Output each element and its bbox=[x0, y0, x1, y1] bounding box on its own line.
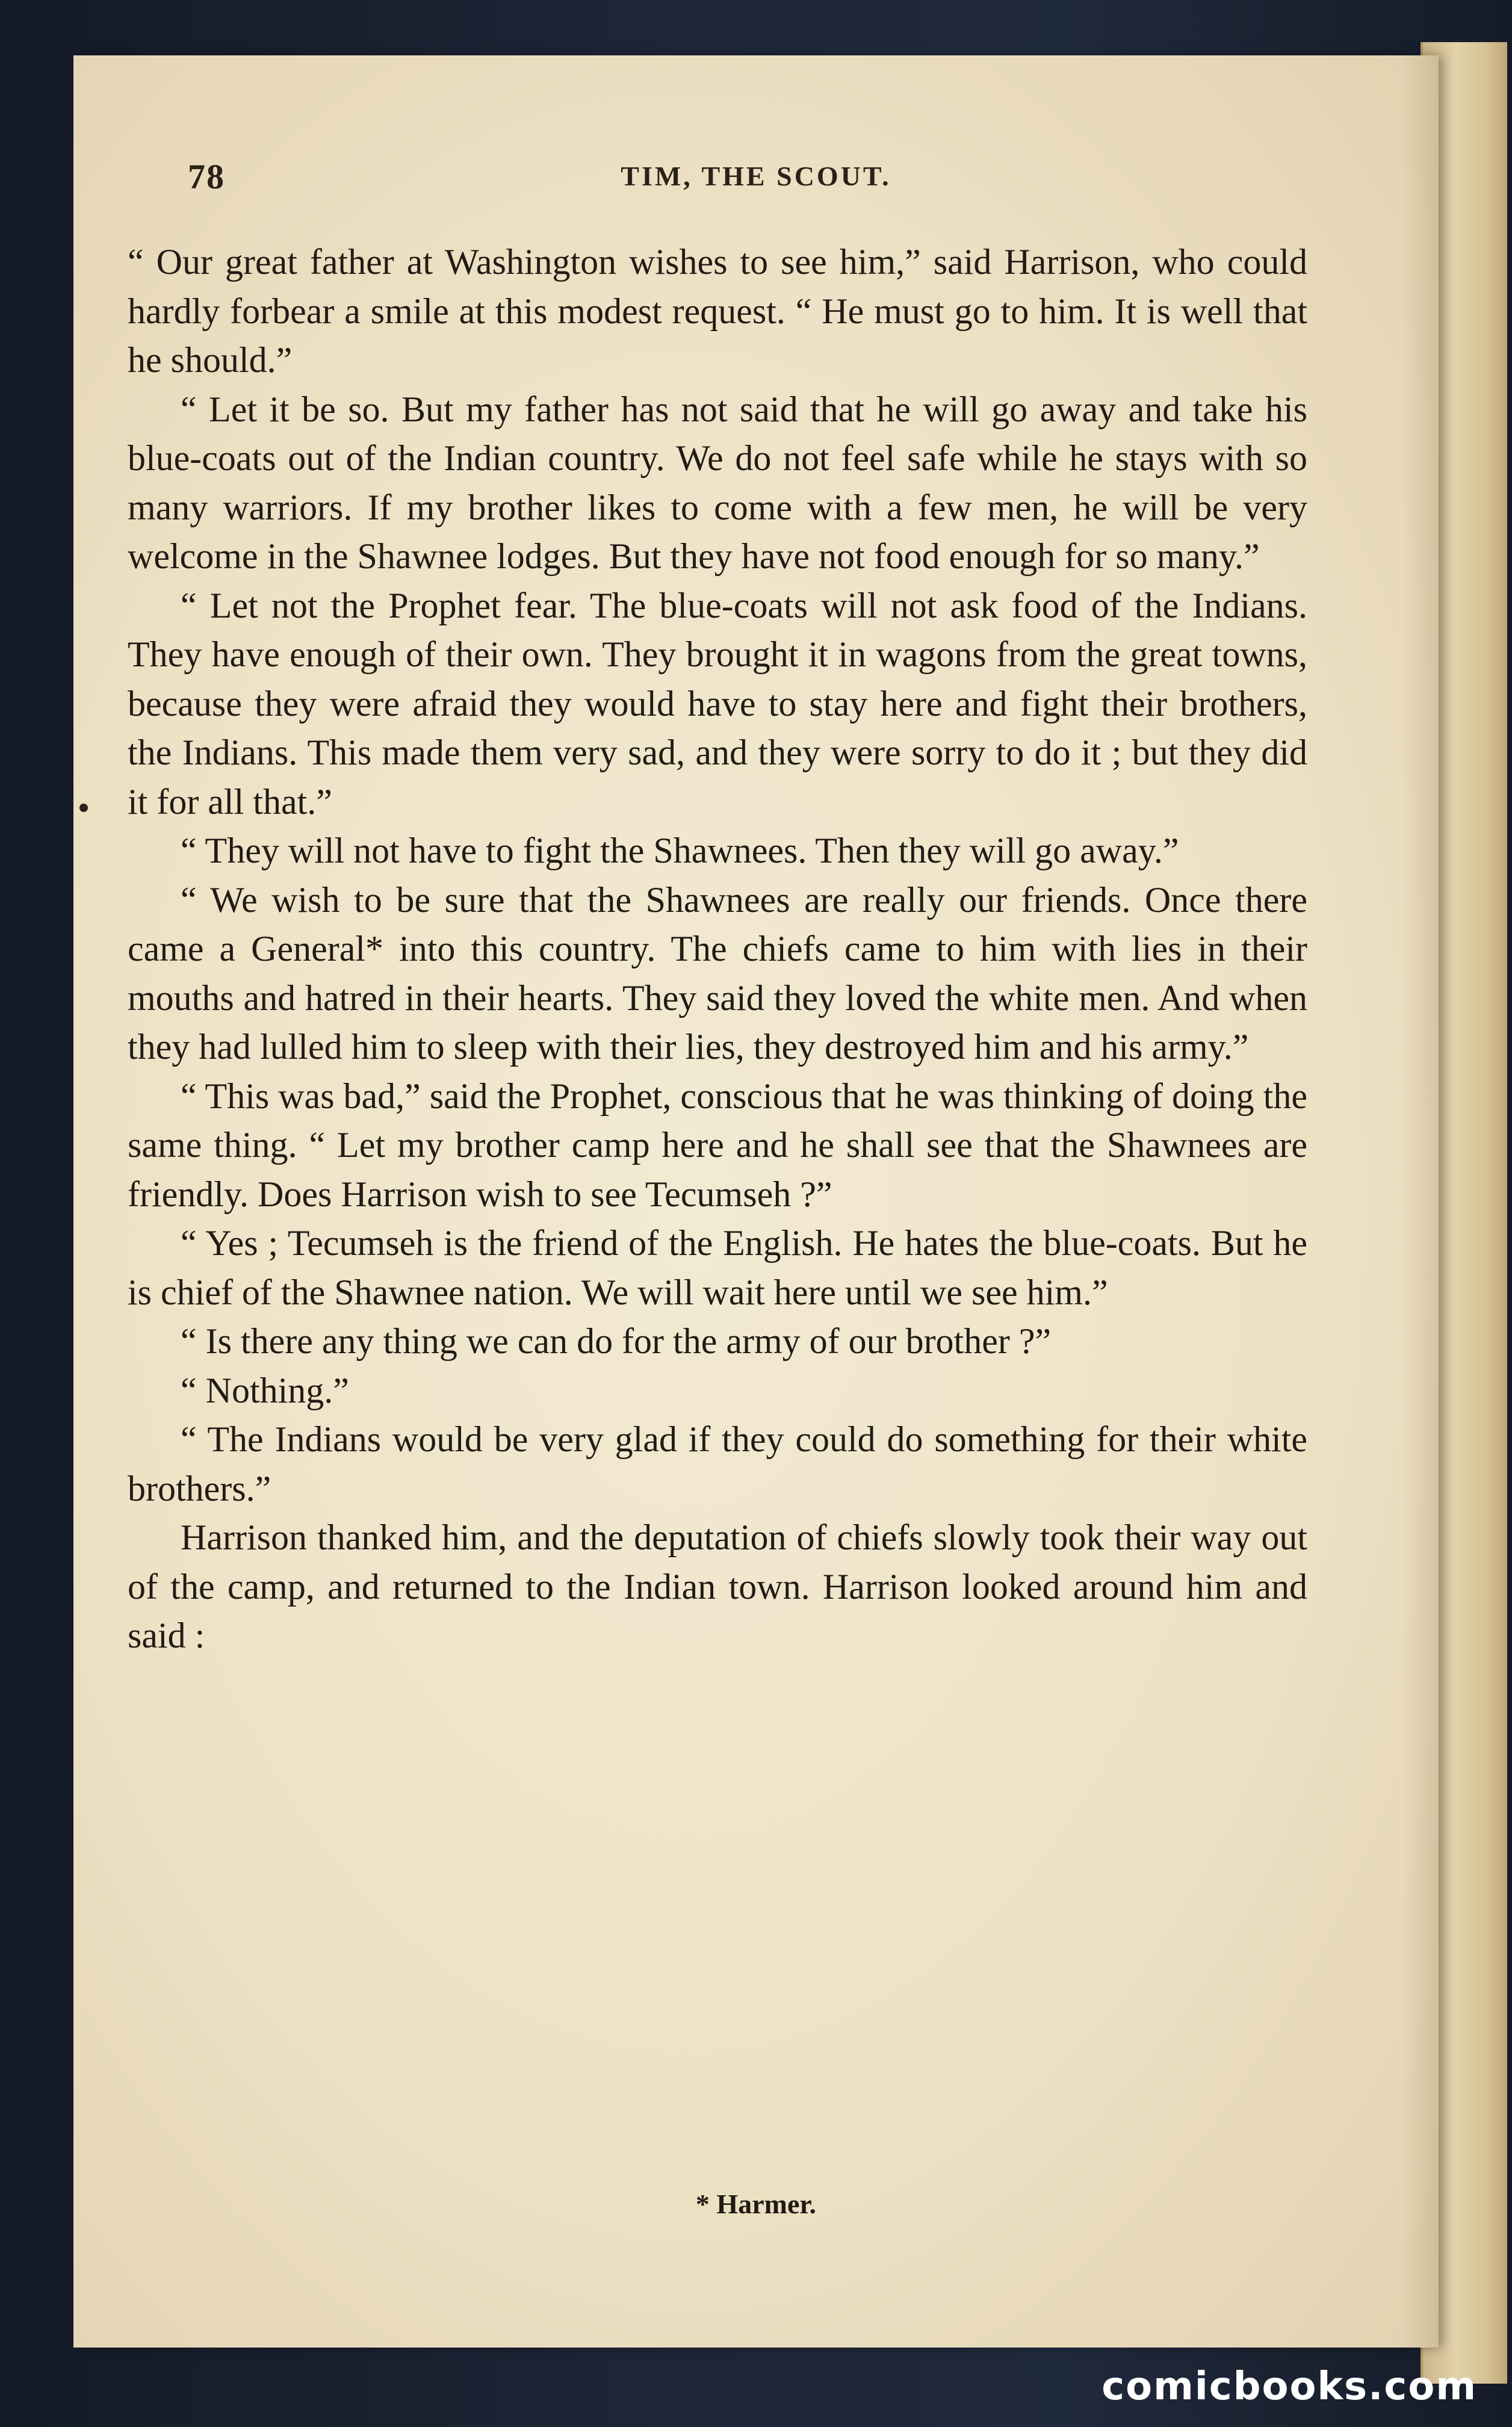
paragraph: Harrison thanked him, and the deputation of chiefs slowly took their way out of the camp, and returned to the Indian town. Harrison looked around him and said : bbox=[128, 1517, 1307, 1655]
paragraph: “ Let it be so. But my father has not said that he will go away and take his blue-coats out of the Indian country. We do not feel safe while he stays with so many warriors. If my brother likes to come with a few men, he will be very welcome in the Shawnee lodges. But they have not food enough for so many.” bbox=[128, 389, 1307, 576]
paragraph: “ They will not have to fight the Shawnees. Then they will go away.” bbox=[181, 831, 1179, 870]
footnote: * Harmer. bbox=[695, 2189, 817, 2219]
body-text bbox=[128, 238, 1307, 1661]
paragraph: “ This was bad,” said the Prophet, conscious that he was thinking of doing the same thing. “ Let my brother camp here and he shall see that the Shawnees are friendly. Does Harrison wish to see Tecumseh ?” bbox=[128, 1076, 1307, 1214]
paragraph: “ We wish to be sure that the Shawnees are really our friends. Once there came a General* into this country. The chiefs came to him with lies in their mouths and hatred in their hearts. They said they loved the white men. And when they had lulled him to sleep with their lies, they destroyed him and his army.” bbox=[128, 879, 1307, 1067]
running-head bbox=[73, 157, 1439, 199]
paragraph: “ Nothing.” bbox=[181, 1370, 349, 1410]
paragraph: “ The Indians would be very glad if they could do something for their white brothers.” bbox=[128, 1419, 1307, 1508]
paragraph: “ Our great father at Washington wishes to see him,” said Harrison, who could hardly forbear a smile at this modest request. “ He must go to him. It is well that he should.” bbox=[128, 242, 1307, 380]
paragraph: “ Yes ; Tecumseh is the friend of the English. He hates the blue-coats. But he is chief of the Shawnee nation. We will wait here until we see him.” bbox=[128, 1223, 1307, 1312]
watermark: comicbooks.com bbox=[1101, 2364, 1477, 2409]
paragraph: “ Let not the Prophet fear. The blue-coats will not ask food of the Indians. They have enough of their own. They brought it in wagons from the great towns, because they were afraid they would have to stay here and fight their brothers, the Indians. This made them very sad, and they were sorry to do it ; but they did it for all that.” bbox=[128, 585, 1307, 822]
running-title: TIM, THE SCOUT. bbox=[621, 161, 891, 191]
margin-mark bbox=[79, 804, 88, 812]
paragraph: “ Is there any thing we can do for the army of our brother ?” bbox=[181, 1321, 1052, 1361]
page-number: 78 bbox=[188, 157, 225, 196]
